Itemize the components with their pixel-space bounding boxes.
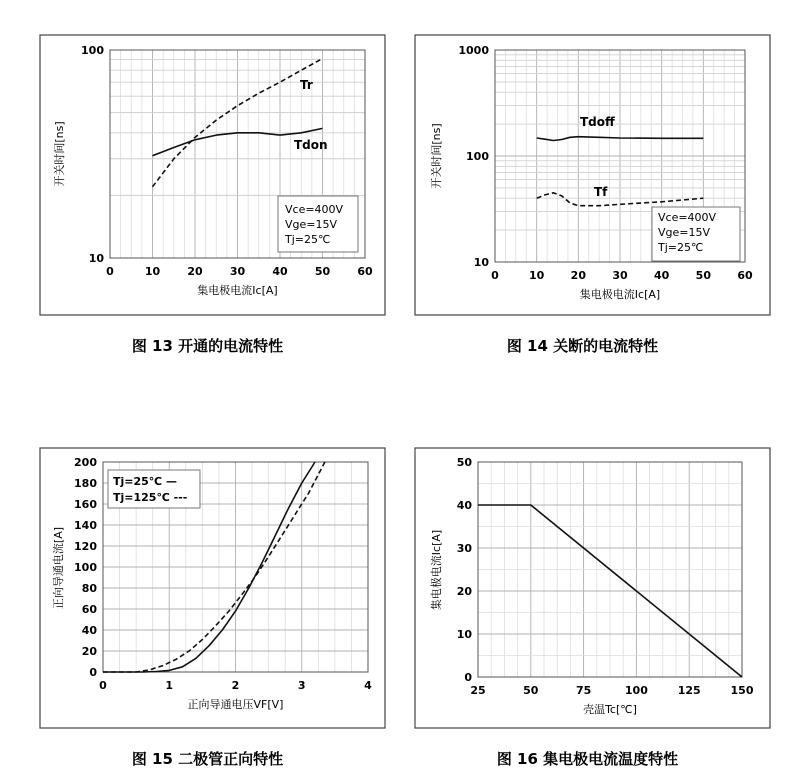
x-tick-label: 0 xyxy=(99,679,107,692)
y-tick-label: 160 xyxy=(74,498,97,511)
chart-4 xyxy=(415,448,770,728)
y-axis-label: 开关时间[ns] xyxy=(53,121,66,187)
x-tick-label: 125 xyxy=(677,684,701,697)
y-tick-label: 200 xyxy=(74,456,97,469)
chart-2 xyxy=(415,35,770,315)
x-tick-label: 3 xyxy=(297,679,306,692)
x-tick-label: 20 xyxy=(187,265,203,278)
x-tick-label: 50 xyxy=(523,684,539,697)
x-tick-label: 10 xyxy=(144,265,161,278)
y-tick-label: 0 xyxy=(464,671,472,684)
x-tick-label: 30 xyxy=(612,269,628,282)
y-tick-label: 100 xyxy=(81,44,104,57)
annotation-text: Vge=15V xyxy=(285,218,338,231)
y-tick-label: 40 xyxy=(456,499,472,512)
x-tick-label: 25 xyxy=(470,684,486,697)
x-tick-label: 1 xyxy=(165,679,174,692)
y-tick-label: 50 xyxy=(456,456,472,469)
y-tick-label: 10 xyxy=(88,252,104,265)
series-label: Tdoff xyxy=(580,115,615,129)
x-tick-label: 50 xyxy=(695,269,711,282)
y-tick-label: 60 xyxy=(81,603,97,616)
series-label: Tr xyxy=(300,78,313,92)
chart-1 xyxy=(40,35,385,315)
chart-3 xyxy=(40,448,385,728)
x-tick-label: 0 xyxy=(106,265,114,278)
y-tick-label: 80 xyxy=(81,582,97,595)
x-tick-label: 20 xyxy=(570,269,586,282)
y-tick-label: 140 xyxy=(74,519,97,532)
y-tick-label: 120 xyxy=(74,540,97,553)
x-axis-label: 集电极电流Ic[A] xyxy=(197,284,278,297)
x-tick-label: 4 xyxy=(364,679,372,692)
y-tick-label: 10 xyxy=(456,628,472,641)
series-label: Tdon xyxy=(294,138,328,152)
x-tick-label: 2 xyxy=(231,679,240,692)
x-axis-label: 正向导通电压VF[V] xyxy=(187,698,284,711)
x-tick-label: 100 xyxy=(624,684,648,697)
caption-fig16: 图 16 集电极电流温度特性 xyxy=(496,750,679,768)
x-tick-label: 30 xyxy=(229,265,246,278)
annotation-text: Vce=400V xyxy=(658,211,717,224)
x-tick-label: 10 xyxy=(529,269,545,282)
x-axis-label: 壳温Tc[℃] xyxy=(583,703,637,716)
y-axis-label: 正向导通电流[A] xyxy=(52,526,65,610)
legend-entry: Tj=125℃ --- xyxy=(113,491,188,504)
x-tick-label: 0 xyxy=(491,269,499,282)
y-tick-label: 1000 xyxy=(458,44,489,57)
legend-entry: Tj=25℃ — xyxy=(113,475,177,488)
caption-fig15: 图 15 二极管正向特性 xyxy=(131,750,284,768)
x-tick-label: 40 xyxy=(272,265,288,278)
x-tick-label: 75 xyxy=(575,684,592,697)
x-tick-label: 150 xyxy=(730,684,754,697)
y-tick-label: 30 xyxy=(456,542,472,555)
caption-fig14: 图 14 关断的电流特性 xyxy=(506,337,659,355)
y-tick-label: 100 xyxy=(466,150,489,163)
y-tick-label: 180 xyxy=(74,477,97,490)
y-axis-label: 集电极电流Ic[A] xyxy=(430,529,443,611)
x-tick-label: 40 xyxy=(654,269,670,282)
annotation-text: Tj=25℃ xyxy=(658,241,704,254)
annotation-text: Vge=15V xyxy=(658,226,711,239)
caption-fig13: 图 13 开通的电流特性 xyxy=(131,337,284,355)
y-tick-label: 0 xyxy=(89,666,97,679)
x-tick-label: 50 xyxy=(314,265,331,278)
y-tick-label: 20 xyxy=(81,645,97,658)
x-axis-label: 集电极电流Ic[A] xyxy=(579,288,661,301)
y-axis-label: 开关时间[ns] xyxy=(430,123,443,189)
annotation-text: Vce=400V xyxy=(285,203,344,216)
x-tick-label: 60 xyxy=(357,265,373,278)
series-label: Tf xyxy=(594,185,608,199)
chart-frame xyxy=(415,35,770,315)
y-tick-label: 10 xyxy=(473,256,489,269)
annotation-text: Tj=25℃ xyxy=(285,233,331,246)
y-tick-label: 40 xyxy=(81,624,97,637)
x-tick-label: 60 xyxy=(737,269,753,282)
y-tick-label: 20 xyxy=(456,585,472,598)
y-tick-label: 100 xyxy=(74,561,97,574)
